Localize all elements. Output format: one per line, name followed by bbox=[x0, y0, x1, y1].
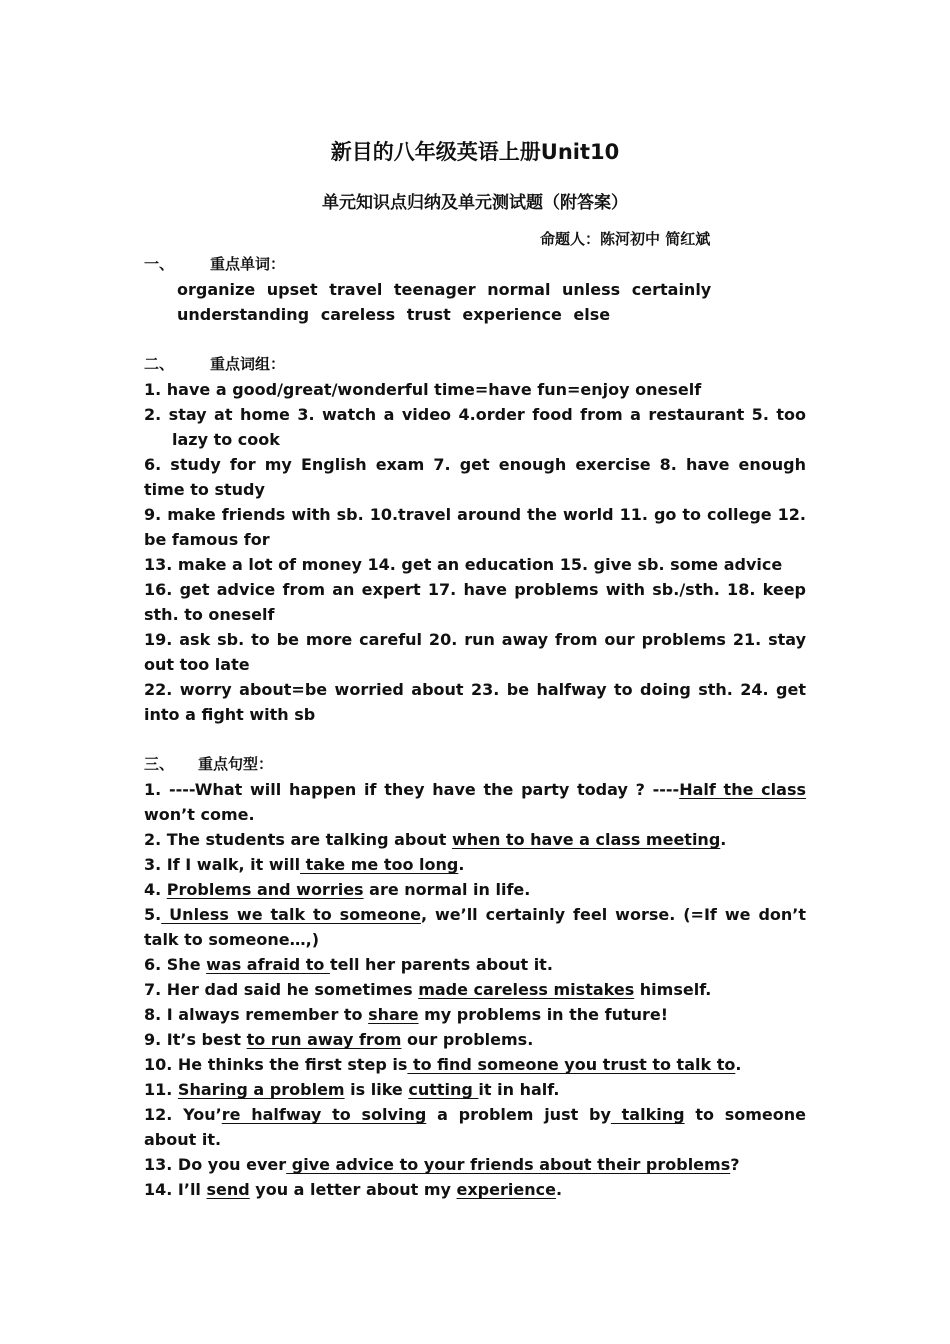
word: normal bbox=[487, 280, 551, 299]
sentence-3 bbox=[144, 852, 806, 877]
sentence-text: our problems. bbox=[401, 1030, 534, 1049]
section-label: 重点词组： bbox=[210, 355, 286, 373]
underlined-answer: send bbox=[206, 1180, 250, 1199]
word: trust bbox=[406, 305, 451, 324]
underlined-answer: give advice to your friends about their problems bbox=[286, 1155, 731, 1174]
sentence-text: 3. If I walk, it will bbox=[144, 855, 301, 874]
sentence-text: ? bbox=[730, 1155, 740, 1174]
sentence-text: himself. bbox=[634, 980, 712, 999]
underlined-answer: cutting bbox=[408, 1080, 479, 1099]
word: organize bbox=[177, 280, 256, 299]
sentence-text: 1. ----What will happen if they have the party today ? ---- bbox=[144, 780, 680, 799]
underlined-answer: talking bbox=[610, 1105, 685, 1124]
sentence-text: are normal in life. bbox=[363, 880, 531, 899]
section-label: 重点单词： bbox=[210, 255, 286, 273]
word: experience bbox=[462, 305, 562, 324]
sentence-text: is like bbox=[344, 1080, 409, 1099]
section-label: 重点句型： bbox=[198, 755, 274, 773]
sentence-text: it in half. bbox=[478, 1080, 560, 1099]
document-body bbox=[144, 252, 806, 1202]
word: understanding bbox=[177, 305, 310, 324]
document-subtitle: 单元知识点归纳及单元测试题（附答案） bbox=[322, 193, 628, 213]
sentence-text: 13. Do you ever bbox=[144, 1155, 287, 1174]
underlined-answer: re halfway to solving bbox=[221, 1105, 427, 1124]
section-heading-words bbox=[144, 252, 806, 277]
word: certainly bbox=[631, 280, 712, 299]
underlined-answer: Problems and worries bbox=[166, 880, 364, 899]
sentence-6 bbox=[144, 952, 806, 977]
underlined-answer: to find someone you trust to talk to bbox=[407, 1055, 736, 1074]
section-number: 二、 bbox=[144, 355, 175, 373]
sentence-10 bbox=[144, 1052, 806, 1077]
word: careless bbox=[320, 305, 396, 324]
phrase-line: 9. make friends with sb. 10.travel around the world 11. go to college 12. be famous for bbox=[144, 505, 806, 549]
sentence-5 bbox=[144, 902, 806, 952]
section-number: 三、 bbox=[144, 755, 175, 773]
sentence-text: tell her parents about it. bbox=[329, 955, 553, 974]
phrase-line: 6. study for my English exam 7. get enough exercise 8. have enough time to study bbox=[144, 455, 806, 499]
underlined-answer: Sharing a problem bbox=[177, 1080, 345, 1099]
underlined-answer: Unless we talk to someone bbox=[161, 905, 421, 924]
phrase-line: 16. get advice from an expert 17. have problems with sb./sth. 18. keep sth. to oneself bbox=[144, 580, 806, 624]
underlined-answer: made careless mistakes bbox=[418, 980, 635, 999]
document-title: 新目的八年级英语上册Unit10 bbox=[330, 140, 620, 164]
phrase-line: 2. stay at home 3. watch a video 4.order food from a restaurant 5. too lazy to cook bbox=[144, 405, 806, 449]
section-number: 一、 bbox=[144, 255, 175, 273]
sentence-text: won’t come. bbox=[144, 805, 255, 824]
sentence-text: 14. I’ll bbox=[144, 1180, 207, 1199]
sentence-text: 12. You’ bbox=[144, 1105, 222, 1124]
sentence-text: 7. Her dad said he sometimes bbox=[144, 980, 419, 999]
sentence-text: 2. The students are talking about bbox=[144, 830, 452, 849]
sentence-text: my problems in the future! bbox=[418, 1005, 669, 1024]
sentence-text: a problem just by bbox=[426, 1105, 611, 1124]
sentence-4 bbox=[144, 877, 806, 902]
sentence-text: 6. She bbox=[144, 955, 207, 974]
word-list bbox=[144, 277, 806, 327]
sentence-text: 4. bbox=[144, 880, 167, 899]
sentence-2 bbox=[144, 827, 806, 852]
phrase-line: 22. worry about=be worried about 23. be halfway to doing sth. 24. get into a fight with sb bbox=[144, 680, 806, 724]
section-heading-phrases bbox=[144, 352, 806, 377]
word: upset bbox=[266, 280, 318, 299]
sentence-text: , we’ll certainly feel worse. (=If we don’t talk to someone…,) bbox=[144, 905, 807, 949]
underlined-answer: experience bbox=[456, 1180, 556, 1199]
underlined-answer: take me too long bbox=[300, 855, 459, 874]
word: else bbox=[573, 305, 611, 324]
underlined-answer: when to have a class meeting bbox=[451, 830, 721, 849]
sentence-text: to someone about it. bbox=[144, 1105, 807, 1149]
underlined-answer: share bbox=[368, 1005, 419, 1024]
sentence-text: 5. bbox=[144, 905, 162, 924]
sentence-7 bbox=[144, 977, 806, 1002]
sentence-11 bbox=[144, 1077, 806, 1102]
sentence-1 bbox=[144, 777, 806, 827]
phrase-line: 1. have a good/great/wonderful time=have fun=enjoy oneself bbox=[144, 380, 702, 399]
underlined-answer: Half the class bbox=[679, 780, 806, 799]
sentence-text: . bbox=[720, 830, 727, 849]
sentence-14 bbox=[144, 1177, 806, 1202]
sentence-text: 11. bbox=[144, 1080, 178, 1099]
word: unless bbox=[562, 280, 621, 299]
sentence-12 bbox=[144, 1102, 806, 1152]
word: travel bbox=[329, 280, 383, 299]
word: teenager bbox=[393, 280, 476, 299]
underlined-answer: to run away from bbox=[246, 1030, 402, 1049]
sentence-text: . bbox=[555, 1180, 563, 1199]
sentence-9 bbox=[144, 1027, 806, 1052]
sentence-8 bbox=[144, 1002, 806, 1027]
sentence-text: . bbox=[458, 855, 465, 874]
phrase-line: 19. ask sb. to be more careful 20. run away from our problems 21. stay out too late bbox=[144, 630, 806, 674]
sentence-text: 9. It’s best bbox=[144, 1030, 247, 1049]
sentence-text: you a letter about my bbox=[249, 1180, 457, 1199]
sentence-13 bbox=[144, 1152, 806, 1177]
sentence-text: 10. He thinks the first step is bbox=[144, 1055, 408, 1074]
underlined-answer: was afraid to bbox=[206, 955, 330, 974]
sentence-text: 8. I always remember to bbox=[144, 1005, 369, 1024]
section-heading-sentences bbox=[144, 752, 806, 777]
sentence-text: . bbox=[735, 1055, 742, 1074]
author-line: 命题人：陈河初中 简红斌 bbox=[540, 230, 711, 248]
phrase-line: 13. make a lot of money 14. get an education 15. give sb. some advice bbox=[144, 555, 783, 574]
